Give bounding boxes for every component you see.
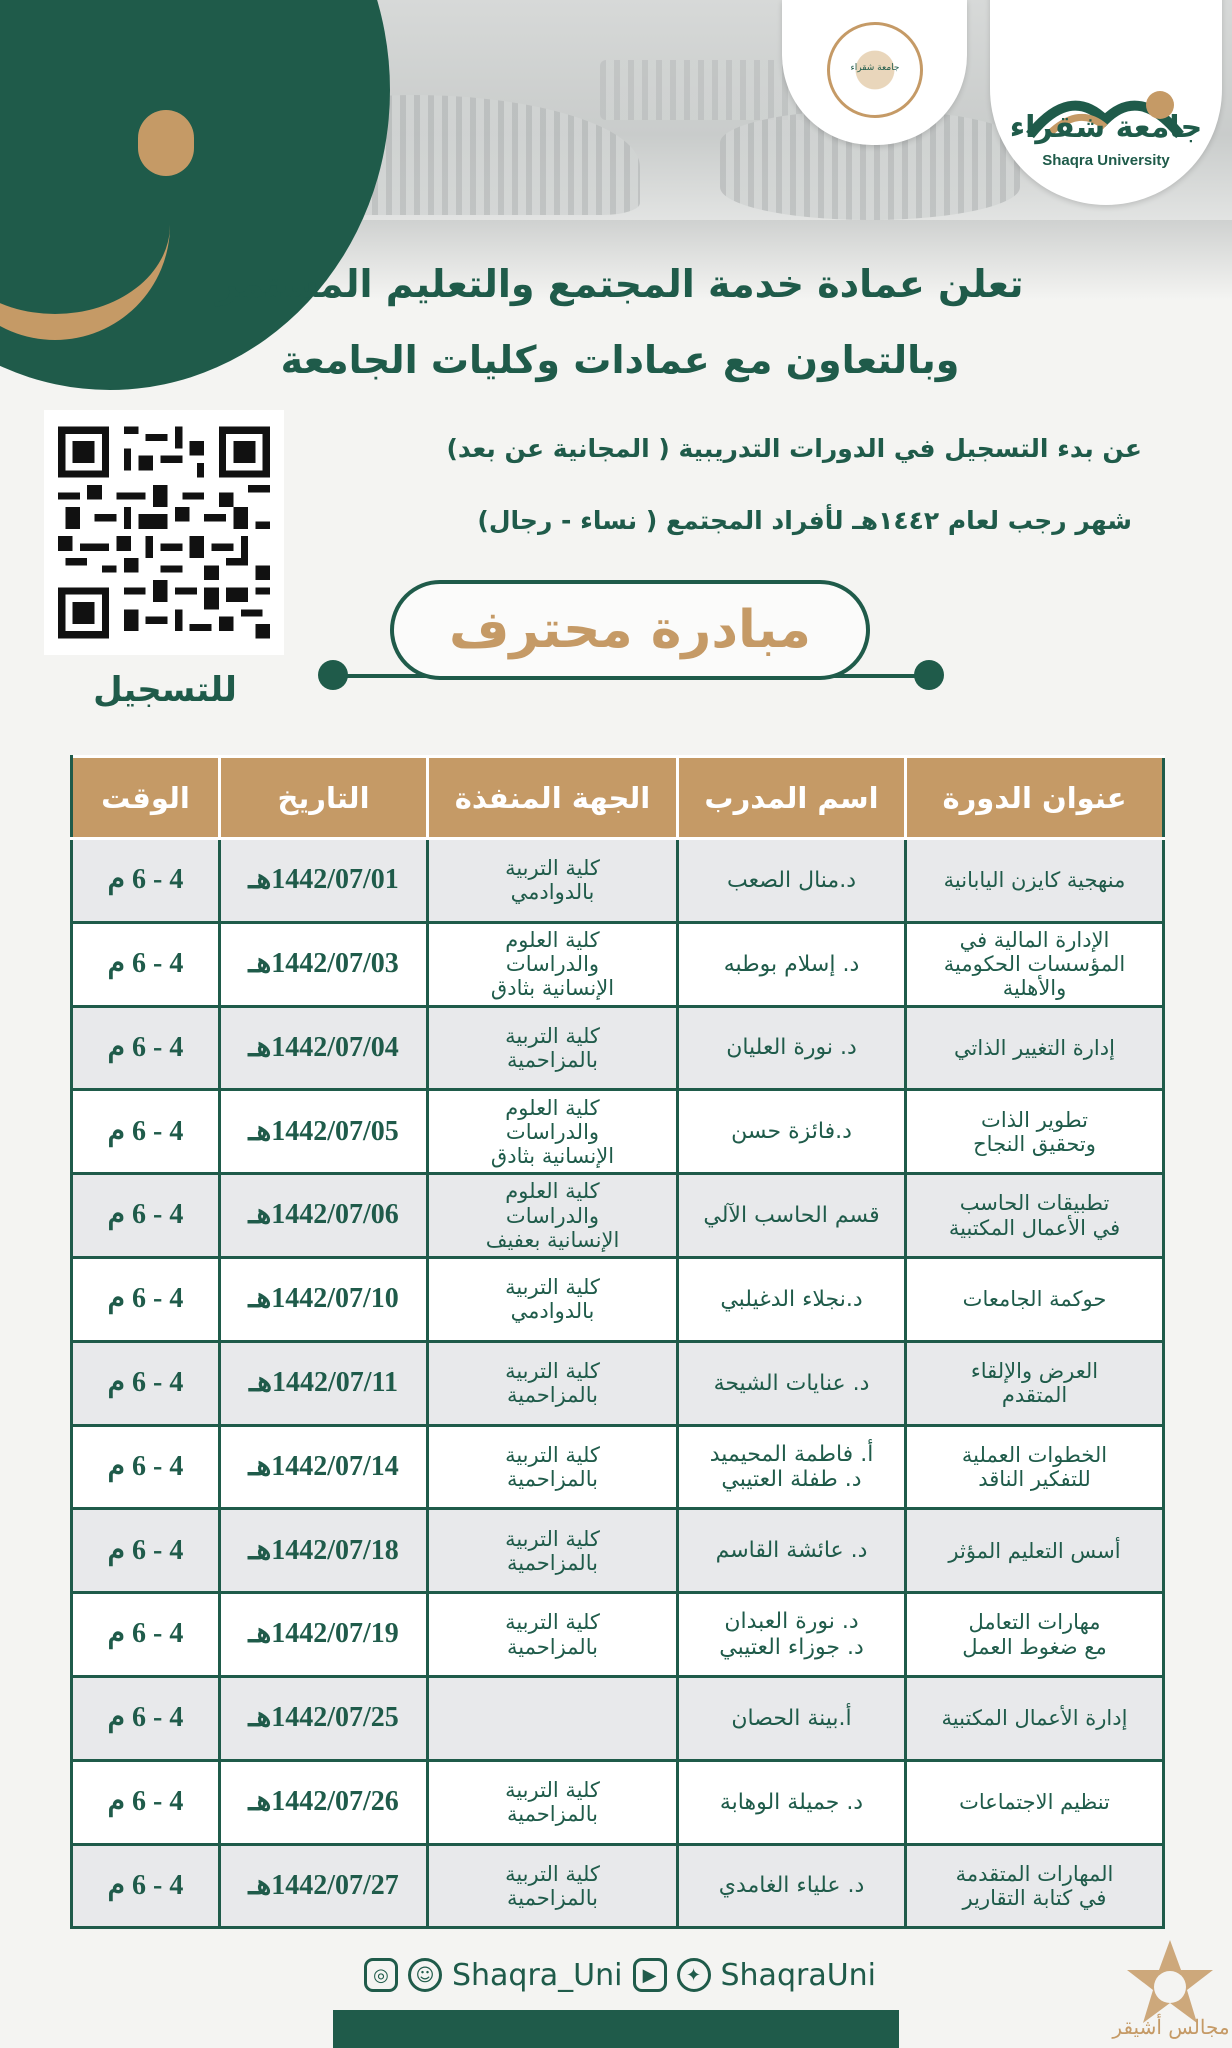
course-title-cell [906,1593,1164,1677]
course-title-cell [906,1676,1164,1760]
date-cell: 1442/07/18هـ [220,1509,428,1593]
date-cell: 1442/07/01هـ [220,839,428,923]
organization-cell [428,1676,678,1760]
time-cell: 4 - 6 م [72,1676,220,1760]
trainer-cell [678,922,906,1006]
course-title-cell [906,1006,1164,1090]
course-title-cell-line: تطوير الذات [981,1107,1088,1132]
social-links [340,1950,900,2000]
organization-cell [428,1174,678,1258]
trainer-cell [678,1593,906,1677]
social-handle-2[interactable]: ShaqraUni [720,1957,877,1993]
organization-cell-line: بالمزاحمية [507,1047,598,1072]
announcement-line-2: وبالتعاون مع عمادات وكليات الجامعة [280,338,960,382]
announcement-sub-1: عن بدء التسجيل في الدورات التدريبية ( المجانية عن بعد) [446,434,1142,463]
seal-text: جامعة شقراء [850,63,900,73]
course-title-cell-line: للتفكير الناقد [978,1466,1091,1491]
organization-cell [428,839,678,923]
course-title-cell-line: إدارة التغيير الذاتي [954,1035,1115,1060]
course-title-cell-line: تنظيم الاجتماعات [959,1790,1110,1815]
organization-cell-line: بالدوادمي [510,1299,595,1324]
header-title: عنوان الدورة [906,757,1164,839]
organization-cell-line: كلية التربية [505,1526,600,1551]
course-title-cell [906,839,1164,923]
courses-table [70,755,1165,1929]
course-title-cell-line: المؤسسات الحكومية [943,952,1126,977]
trainer-cell [678,1341,906,1425]
organization-cell [428,1844,678,1928]
university-seal-icon [827,22,923,118]
organization-cell [428,1341,678,1425]
organization-cell-line: بالمزاحمية [507,1802,598,1827]
table-row [72,1844,1164,1928]
youtube-icon[interactable]: ▶ [633,1958,667,1992]
course-title-cell-line: حوكمة الجامعات [962,1287,1107,1312]
social-handle-1[interactable]: Shaqra_Uni [451,1957,623,1993]
organization-cell-line: بالمزاحمية [507,1550,598,1575]
course-title-cell [906,1341,1164,1425]
trainer-cell-line: د.فائزة حسن [731,1119,852,1145]
trainer-cell [678,1090,906,1174]
trainer-cell [678,1676,906,1760]
badge-dot-decoration [914,660,944,690]
course-title-cell-line: منهجية كايزن اليابانية [943,868,1126,893]
course-title-cell-line: المهارات المتقدمة [955,1861,1114,1886]
trainer-cell-line: د. نورة العليان [726,1035,857,1061]
date-cell: 1442/07/03هـ [220,922,428,1006]
organization-cell-line: كلية التربية [505,1023,600,1048]
organization-cell-line: الإنسانية بثادق [490,976,615,1001]
trainer-cell [678,1174,906,1258]
course-title-cell-line: الإدارة المالية في [959,927,1110,952]
organization-cell-line: بالمزاحمية [507,1885,598,1910]
trainer-cell-line: د. جميلة الوهابة [719,1789,864,1815]
course-title-cell [906,1509,1164,1593]
trainer-cell [678,1760,906,1844]
organization-cell [428,1006,678,1090]
trainer-cell [678,1509,906,1593]
organization-cell [428,1257,678,1341]
course-title-cell-line: الخطوات العملية [961,1442,1108,1467]
register-label: للتسجيل [93,670,237,710]
university-name-ar: جامعة شقراء [1009,110,1203,145]
courses-table-body [72,839,1164,1928]
trainer-cell-line: قسم الحاسب الآلي [703,1202,880,1228]
table-row [72,922,1164,1006]
trainer-cell [678,1844,906,1928]
university-name-en: Shaqra University [1042,152,1170,169]
course-title-cell-line: أسس التعليم المؤثر [948,1538,1121,1563]
organization-cell-line: بالدوادمي [510,880,595,905]
organization-cell [428,1593,678,1677]
course-title-cell-line: وتحقيق النجاح [973,1131,1096,1156]
organization-cell-line: الإنسانية بعفيف [485,1227,620,1252]
course-title-cell [906,1257,1164,1341]
table-row [72,1593,1164,1677]
date-cell: 1442/07/26هـ [220,1760,428,1844]
initiative-badge: مبادرة محترف [390,580,870,680]
date-cell: 1442/07/25هـ [220,1676,428,1760]
course-title-cell-line: إدارة الأعمال المكتبية [941,1706,1128,1731]
header-trainer: اسم المدرب [678,757,906,839]
course-title-cell [906,1090,1164,1174]
organization-cell-line: كلية العلوم [505,927,600,952]
announcement-line-1: تعلن عمادة خدمة المجتمع والتعليم المستمر [216,262,1024,306]
time-cell: 4 - 6 م [72,1425,220,1509]
time-cell: 4 - 6 م [72,1593,220,1677]
badge-dot-decoration [318,660,348,690]
twitter-icon[interactable]: ✦ [677,1958,711,1992]
time-cell: 4 - 6 م [72,839,220,923]
date-cell: 1442/07/04هـ [220,1006,428,1090]
trainer-cell-line: د. إسلام بوطبه [723,951,860,977]
date-cell: 1442/07/14هـ [220,1425,428,1509]
organization-cell-line: كلية التربية [505,1275,600,1300]
announcement-sub-2: شهر رجب لعام ١٤٤٢هـ لأفراد المجتمع ( نساء - رجال) [477,506,1132,535]
qr-code-icon [58,424,270,641]
date-cell: 1442/07/06هـ [220,1174,428,1258]
trainer-cell-line: أ.بينة الحصان [731,1705,852,1731]
time-cell: 4 - 6 م [72,1341,220,1425]
table-row [72,1676,1164,1760]
header-time: الوقت [72,757,220,839]
course-title-cell [906,1174,1164,1258]
organization-cell-line: كلية التربية [505,1359,600,1384]
table-row [72,839,1164,923]
organization-cell [428,922,678,1006]
trainer-cell-line: د. عائشة القاسم [715,1538,868,1564]
organization-cell-line: كلية التربية [505,1861,600,1886]
course-title-cell [906,1760,1164,1844]
time-cell: 4 - 6 م [72,1257,220,1341]
time-cell: 4 - 6 م [72,922,220,1006]
date-cell: 1442/07/19هـ [220,1593,428,1677]
organization-cell [428,1509,678,1593]
organization-cell-line: كلية التربية [505,1778,600,1803]
table-row [72,1509,1164,1593]
organization-cell [428,1090,678,1174]
trainer-cell [678,1006,906,1090]
trainer-cell-line: د. علياء الغامدي [718,1873,865,1899]
organization-cell-line: والدراسات [505,952,600,977]
trainer-cell-line: د.نجلاء الدغيلبي [720,1286,863,1312]
course-title-cell [906,922,1164,1006]
table-row [72,1090,1164,1174]
date-cell: 1442/07/11هـ [220,1341,428,1425]
date-cell: 1442/07/10هـ [220,1257,428,1341]
table-row [72,1425,1164,1509]
trainer-cell [678,1425,906,1509]
snapchat-icon[interactable]: ☺ [408,1958,442,1992]
table-header-row [72,757,1164,839]
table-row [72,1760,1164,1844]
table-row [72,1006,1164,1090]
course-title-cell [906,1844,1164,1928]
header-org: الجهة المنفذة [428,757,678,839]
trainer-cell [678,839,906,923]
time-cell: 4 - 6 م [72,1174,220,1258]
trainer-cell-line: أ. فاطمة المحيميد [709,1441,874,1467]
organization-cell-line: كلية العلوم [505,1179,600,1204]
course-title-cell-line: المتقدم [1001,1383,1068,1408]
time-cell: 4 - 6 م [72,1760,220,1844]
trainer-cell-line: د. جوزاء العتيبي [719,1634,864,1660]
organization-cell [428,1760,678,1844]
organization-cell-line: بالمزاحمية [507,1634,598,1659]
course-title-cell-line: مهارات التعامل [968,1610,1101,1635]
course-title-cell-line: مع ضغوط العمل [962,1634,1107,1659]
organization-cell-line: بالمزاحمية [507,1383,598,1408]
footer-bar [333,2010,899,2048]
time-cell: 4 - 6 م [72,1090,220,1174]
organization-cell-line: كلية التربية [505,1610,600,1635]
trainer-cell-line: د. عنايات الشيحة [713,1370,870,1396]
organization-cell-line: والدراسات [505,1203,600,1228]
course-title-cell-line: والأهلية [1002,976,1067,1001]
organization-cell-line: كلية العلوم [505,1095,600,1120]
time-cell: 4 - 6 م [72,1844,220,1928]
trainer-cell-line: د.منال الصعب [726,867,856,893]
time-cell: 4 - 6 م [72,1509,220,1593]
course-title-cell-line: العرض والإلقاء [970,1359,1099,1384]
organization-cell-line: الإنسانية بثادق [490,1143,615,1168]
header-date: التاريخ [220,757,428,839]
organization-cell-line: كلية التربية [505,1442,600,1467]
course-title-cell [906,1425,1164,1509]
trainer-cell [678,1257,906,1341]
trainer-cell-line: د. نورة العبدان [724,1609,859,1635]
trainer-cell-line: د. طفلة العتيبي [721,1466,862,1492]
table-row [72,1174,1164,1258]
organization-cell-line: بالمزاحمية [507,1466,598,1491]
organization-cell-line: والدراسات [505,1119,600,1144]
table-row [72,1257,1164,1341]
registration-qr-code[interactable] [44,410,284,655]
course-title-cell-line: في كتابة التقارير [962,1885,1107,1910]
course-title-cell-line: في الأعمال المكتبية [948,1215,1121,1240]
date-cell: 1442/07/05هـ [220,1090,428,1174]
organization-cell [428,1425,678,1509]
instagram-icon[interactable]: ◎ [364,1958,398,1992]
watermark-text: مجالس أشيقر [1112,2015,1230,2039]
date-cell: 1442/07/27هـ [220,1844,428,1928]
time-cell: 4 - 6 م [72,1006,220,1090]
organization-cell-line: كلية التربية [505,856,600,881]
course-title-cell-line: تطبيقات الحاسب [959,1191,1110,1216]
table-row [72,1341,1164,1425]
